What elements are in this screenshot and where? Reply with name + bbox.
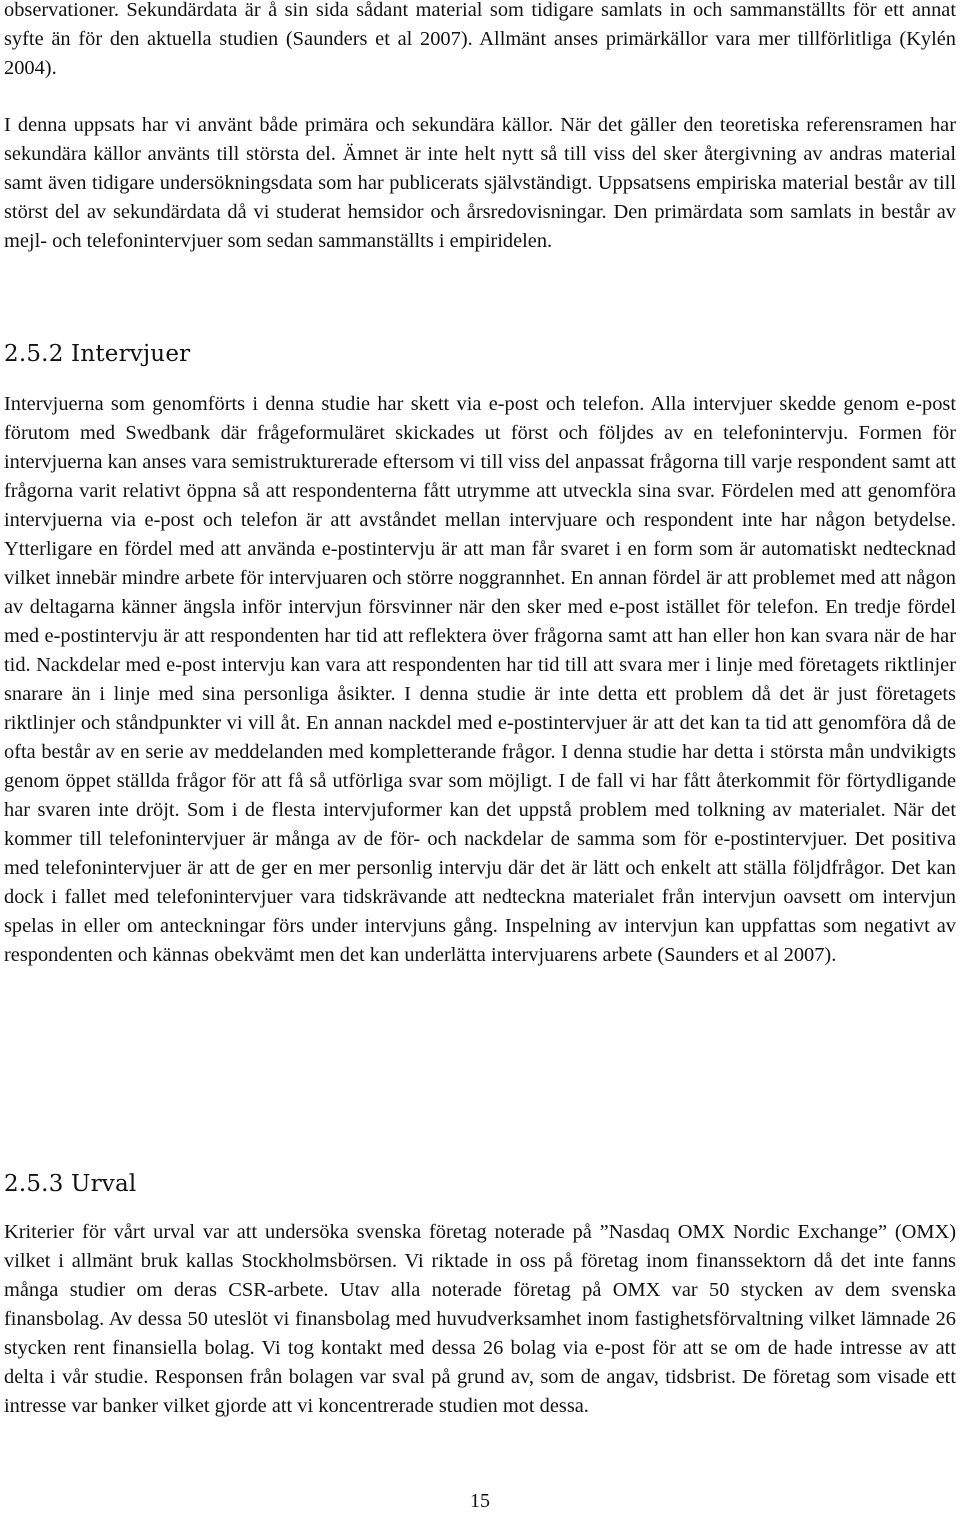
body-paragraph-intervjuer: Intervjuerna som genomförts i denna studie har skett via e-post och telefon. Alla intervjuer skedde genom e-post förutom med Swedbank där frågeformuläret skickades ut först och följdes av en telefonintervju. Formen för intervjuerna kan anses vara semistrukturerade eftersom vi till viss del anpassat frågorna till varje respondent samt att frågorna varit relativt öppna så att respondenterna fått utrymme att utveckla sina svar. Fördelen med att genomföra intervjuerna via e-post och telefon är att avståndet mellan intervjuare och respondent inte har någon betydelse. Ytterligare en fördel med att använda e-postintervju är att man får svaret i en form som är automatiskt nedtecknad vilket innebär mindre arbete för intervjuaren och större noggrannhet. En annan fördel är att problemet med att någon av deltagarna känner ängsla inför intervjun försvinner när den sker med e-post istället för telefon. En tredje fördel med e-postintervju är att respondenten har tid att reflektera över frågorna samt att han eller hon kan svara när de har tid. Nackdelar med e-post intervju kan vara att respondenten har tid till att svara mer i linje med företagets riktlinjer snarare än i linje med sina personliga åsikter. I denna studie är inte detta ett problem då det är just företagets riktlinjer och ståndpunkter vi vill åt. En annan nackdel med e-postintervjuer är att det kan ta tid att genomföra då de ofta består av en serie av meddelanden med kompletterande frågor. I denna studie har detta i största mån undvikigts genom öppet ställda frågor för att få så utförliga svar som möjligt. I de fall vi har fått återkommit för förtydligande har svaren inte dröjt. Som i de flesta intervjuformer kan det uppstå problem med tolkning av materialet. När det kommer till telefonintervjuer är många av de för- och nackdelar de samma som för e-postintervjuer. Det positiva med telefonintervjuer är att de ger en mer personlig intervju där det är lätt och enkelt att ställa följdfrågor. Det kan dock i fallet med telefonintervjuer vara tidskrävande att nedteckna materialet från intervjun oavsett om intervjun spelas in eller om anteckningar förs under intervjuns gång. Inspelning av intervjun kan uppfattas som negativt av respondenten och kännas obekvämt men det kan underlätta intervjuarens arbete (Saunders et al 2007). [4, 393, 956, 966]
section-heading-urval: 2.5.3 Urval [4, 1171, 137, 1197]
section-heading-intervjuer: 2.5.2 Intervjuer [4, 341, 191, 367]
body-paragraph-urval: Kriterier för vårt urval var att undersöka svenska företag noterade på ”Nasdaq OMX Nordic Exchange” (OMX) vilket i allmänt bruk kallas Stockholmsbörsen. Vi riktade in oss på företag inom finanssektorn då det inte fanns många studier om deras CSR-arbete. Utav alla noterade företag på OMX var 50 stycken av dem svenska finansbolag. Av dessa 50 uteslöt vi finansbolag med huvudverksamhet inom fastighetsförvaltning vilket lämnade 26 stycken rent finansiella bolag. Vi tog kontakt med dessa 26 bolag via e-post för att se om de hade intresse av att delta i vår studie. Responsen från bolagen var sval på grund av, som de angav, tidsbrist. De företag som visade ett intresse var banker vilket gjorde att vi koncentrerade studien mot dessa. [4, 1221, 956, 1417]
page-number: 15 [470, 1490, 490, 1512]
body-paragraph-sources: I denna uppsats har vi använt både primära och sekundära källor. När det gäller den teoretiska referensramen har sekundära källor använts till största del. Ämnet är inte helt nytt så till viss del sker återgivning av andras material samt även tidigare undersökningsdata som har publicerats självständigt. Uppsatsens empiriska material består av till störst del av sekundärdata då vi studerat hemsidor och årsredovisningar. Den primärdata som samlats in består av mejl- och telefonintervjuer som sedan sammanställts i empiridelen. [4, 114, 956, 252]
body-paragraph-intro: observationer. Sekundärdata är å sin sida sådant material som tidigare samlats in och sammanställts för ett annat syfte än för den aktuella studien (Saunders et al 2007). Allmänt anses primärkällor vara mer tillförlitliga (Kylén 2004). [4, 0, 956, 79]
